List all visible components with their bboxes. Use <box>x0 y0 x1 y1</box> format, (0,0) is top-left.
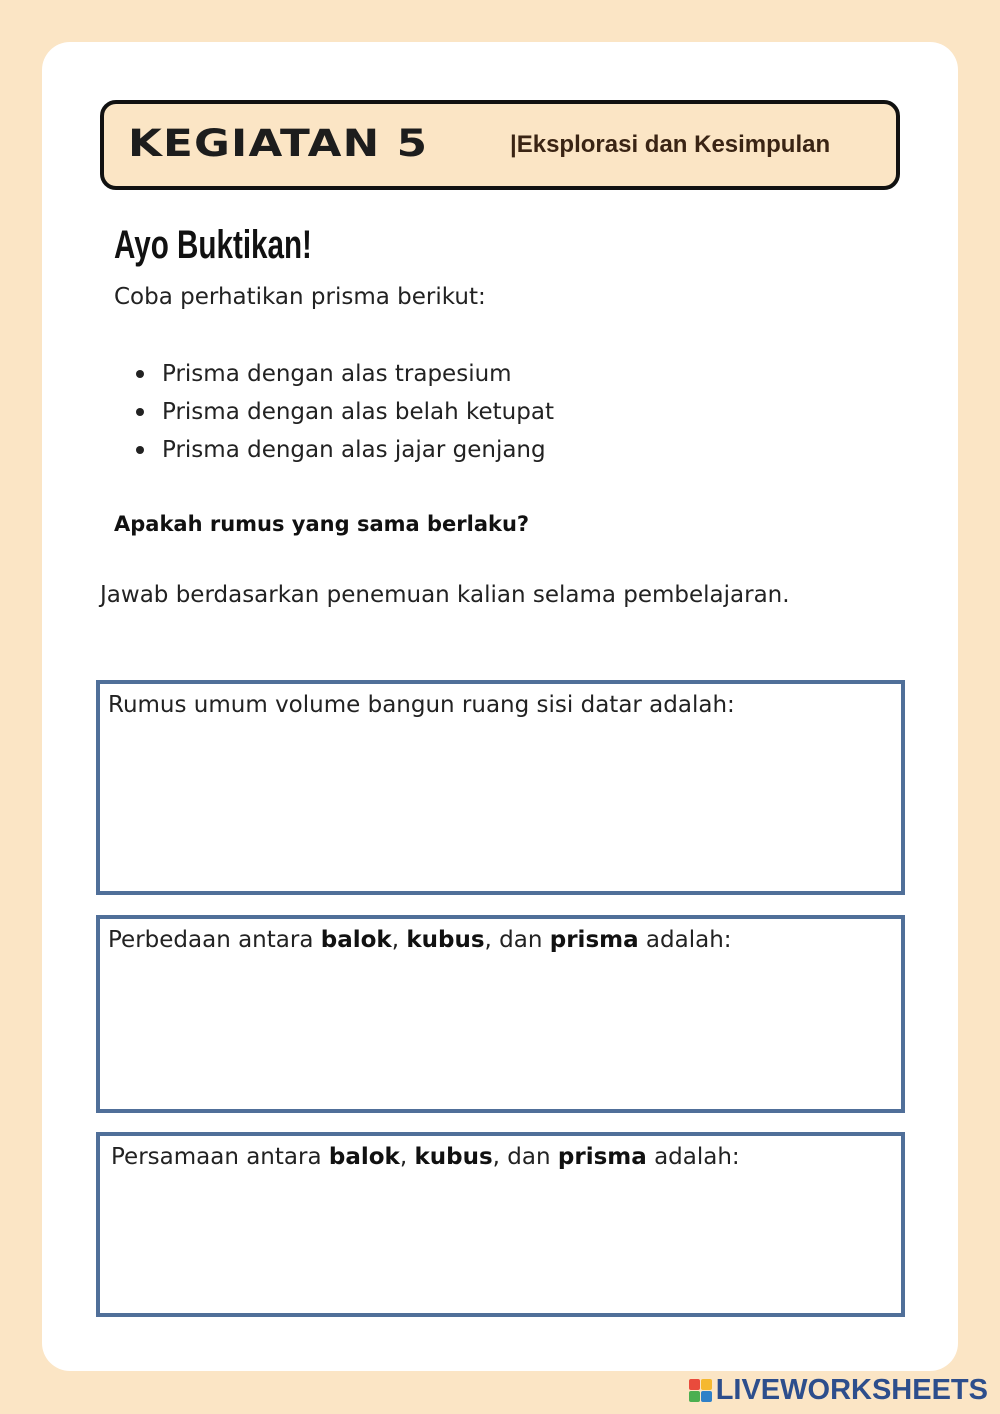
question-text: Apakah rumus yang sama berlaku? <box>114 512 530 536</box>
list-item: Prisma dengan alas jajar genjang <box>130 433 554 471</box>
list-item: Prisma dengan alas belah ketupat <box>130 395 554 433</box>
answer-box-volume-formula[interactable] <box>96 680 905 895</box>
bullet-icon <box>136 446 144 454</box>
list-item: Prisma dengan alas trapesium <box>130 357 554 395</box>
liveworksheets-wordmark: LIVEWORKSHEETS <box>715 1373 988 1406</box>
prism-list <box>130 357 554 471</box>
activity-subtitle: |Eksplorasi dan Kesimpulan <box>510 131 831 158</box>
answer-box-differences[interactable] <box>96 915 905 1113</box>
liveworksheets-icon <box>689 1379 712 1402</box>
bullet-icon <box>136 370 144 378</box>
answer-box-label: Perbedaan antara balok, kubus, dan prisma adalah: <box>108 927 732 953</box>
answer-box-label: Rumus umum volume bangun ruang sisi datar adalah: <box>108 692 735 718</box>
answer-box-similarities[interactable] <box>96 1132 905 1317</box>
answer-box-label: Persamaan antara balok, kubus, dan prisma adalah: <box>111 1144 740 1170</box>
bullet-icon <box>136 408 144 416</box>
activity-title: KEGIATAN 5 <box>128 122 429 165</box>
instruction-text: Jawab berdasarkan penemuan kalian selama pembelajaran. <box>100 582 790 608</box>
liveworksheets-logo <box>689 1372 988 1408</box>
section-heading: Ayo Buktikan! <box>114 223 312 267</box>
intro-text: Coba perhatikan prisma berikut: <box>114 284 486 310</box>
activity-banner <box>100 100 900 190</box>
